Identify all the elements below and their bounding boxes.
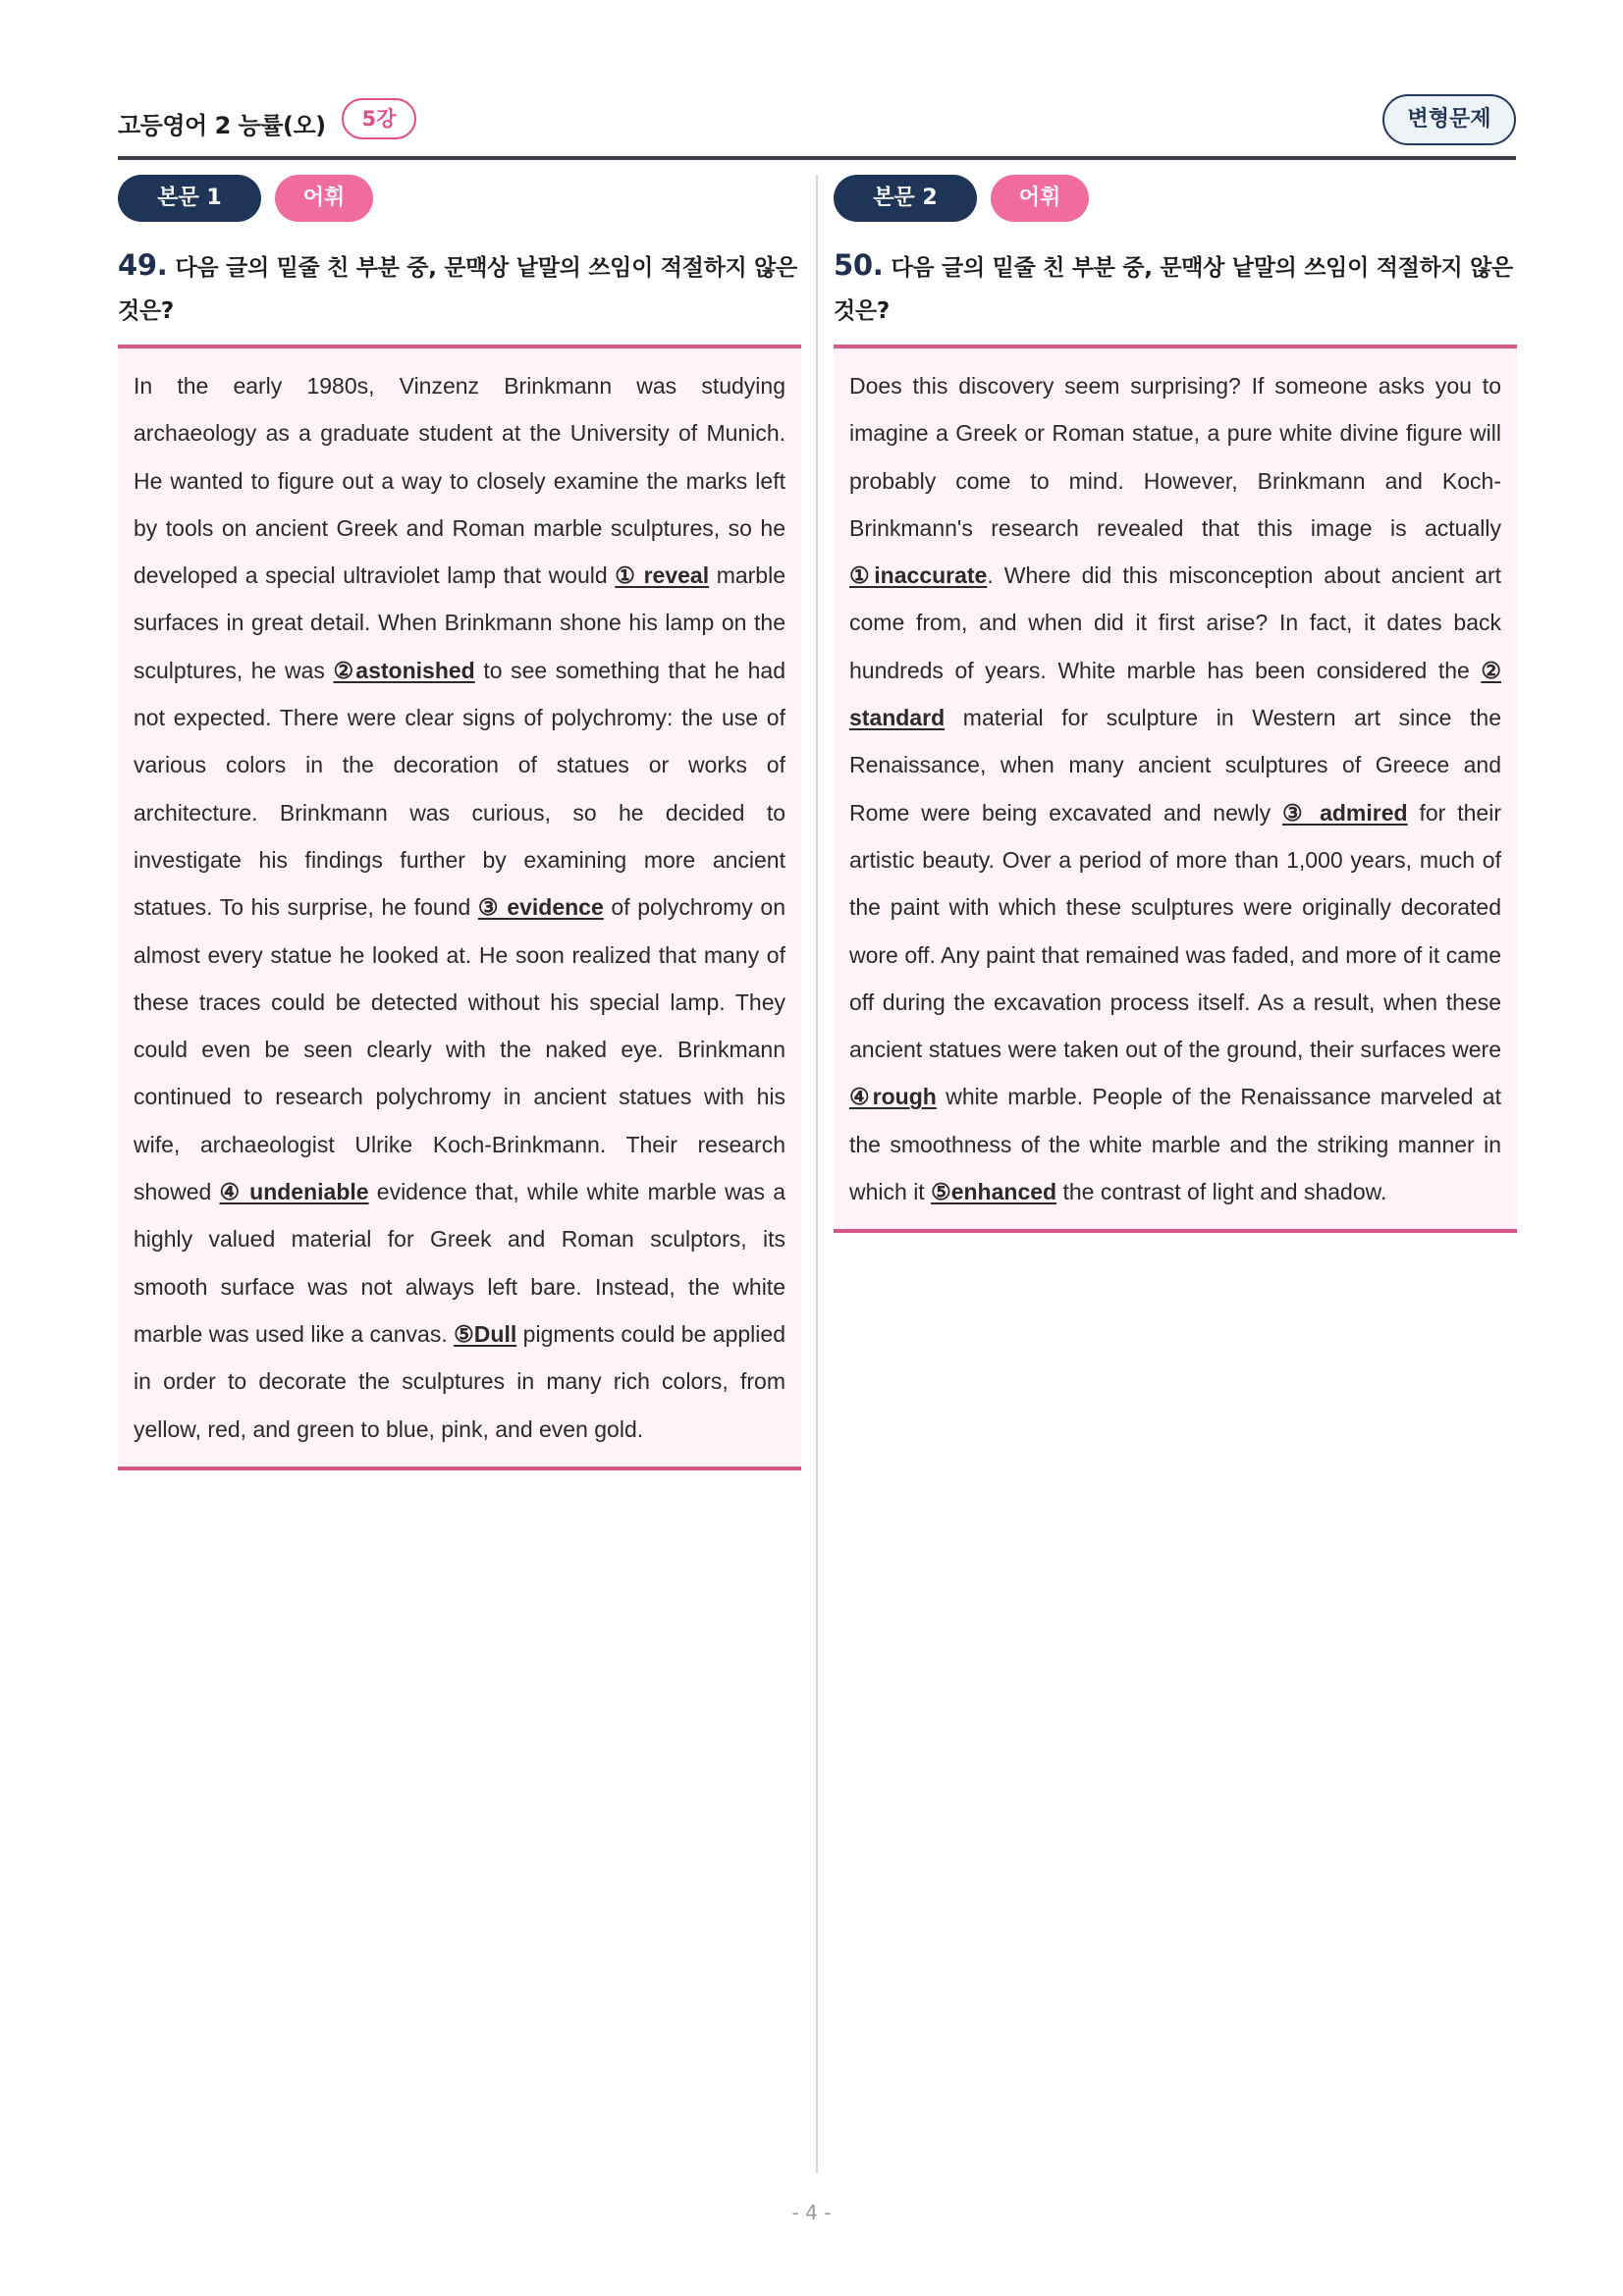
lesson-badge: 5강 xyxy=(342,98,416,139)
question-text: 다음 글의 밑줄 친 부분 중, 문맥상 낱말의 쓰임이 적절하지 않은 것은? xyxy=(118,255,797,324)
underlined-choice-2: ② standard xyxy=(849,657,1501,731)
underlined-choice-1: ① reveal xyxy=(615,562,710,589)
left-pills xyxy=(118,175,801,222)
passage-segment: of polychromy on almost every statue he looked at. He soon realized that many of these traces could be detected without his special lamp. They could even be seen clearly with the naked eye. Brinkmann continued to research polychromy in ancient statues with his wife, archaeologist Ulrike Koch-Brinkmann. Their research showed xyxy=(134,894,785,1205)
question-number: 49. xyxy=(118,248,168,282)
passage-segment: for their artistic beauty. Over a period of more than 1,000 years, much of the paint with which these sculptures were originally decorated wore off. Any paint that remained was faded, and more of it came off during the excavation process itself. As a result, when these ancient statues were taken out of the ground, their surfaces were xyxy=(849,799,1501,1063)
underlined-choice-4: ④ undeniable xyxy=(219,1179,369,1205)
problem-type-badge: 변형문제 xyxy=(1382,94,1516,145)
underlined-choice-4: ④rough xyxy=(849,1084,937,1110)
right-column xyxy=(834,175,1517,1233)
category-pill: 어휘 xyxy=(275,175,373,222)
passage-segment: . Where did this misconception about ancient art come from, and when did it first arise? In fact, it dates back hundreds of years. White marble has been considered the xyxy=(849,562,1501,683)
passage-segment: pigments could be applied in order to decorate the sculptures in many rich colors, from yellow, red, and green to blue, pink, and even gold. xyxy=(134,1320,785,1442)
book-title: 고등영어 2 능률(오) xyxy=(118,112,326,139)
passage-segment: evidence that, while white marble was a highly valued material for Greek and Roman sculptors, its smooth surface was not always left bare. Instead, the white marble was used like a canvas. xyxy=(134,1179,785,1347)
passage-segment: white marble. People of the Renaissance marveled at the smoothness of the white marble and the striking manner in which it xyxy=(849,1084,1501,1205)
column-divider xyxy=(816,175,818,2173)
passage-segment: to see something that he had not expected. There were clear signs of polychromy: the use of various colors in the decoration of statues or works of architecture. Brinkmann was curious, so he decided to investigate his findings further by examining more ancient statues. To his surprise, he found xyxy=(134,657,785,921)
passage-box xyxy=(118,345,801,1470)
underlined-choice-2: ②astonished xyxy=(333,657,475,683)
underlined-choice-3: ③ evidence xyxy=(477,894,604,921)
underlined-choice-3: ③ admired xyxy=(1282,799,1408,826)
question-number: 50. xyxy=(834,248,884,282)
page-number: - 4 - xyxy=(791,2201,832,2224)
category-pill: 어휘 xyxy=(991,175,1089,222)
passage-text xyxy=(134,362,785,1453)
passage-segment: the contrast of light and shadow. xyxy=(1056,1179,1387,1205)
passage-segment: marble surfaces in great detail. When Brinkmann shone his lamp on the sculptures, he was xyxy=(134,562,785,683)
page-header xyxy=(118,94,1516,153)
right-pills xyxy=(834,175,1517,222)
passage-segment: In the early 1980s, Vinzenz Brinkmann was studying archaeology as a graduate student at the University of Munich. He wanted to figure out a way to closely examine the marks left by tools on ancient Greek and Roman marble sculptures, so he developed a special ultraviolet lamp that would xyxy=(134,373,785,589)
passage-box xyxy=(834,345,1517,1233)
passage-text xyxy=(849,362,1501,1215)
left-column xyxy=(118,175,801,1470)
underlined-choice-1: ①inaccurate xyxy=(849,562,988,589)
underlined-choice-5: ⑤Dull xyxy=(454,1320,517,1347)
underlined-choice-5: ⑤enhanced xyxy=(931,1179,1057,1205)
passage-segment: Does this discovery seem surprising? If someone asks you to imagine a Greek or Roman statue, a pure white divine figure will probably come to mind. However, Brinkmann and Koch-Brinkmann's research revealed that this image is actually xyxy=(849,373,1501,541)
section-pill: 본문 2 xyxy=(834,175,977,222)
question-49 xyxy=(118,243,801,333)
section-pill: 본문 1 xyxy=(118,175,261,222)
question-50 xyxy=(834,243,1517,333)
question-text: 다음 글의 밑줄 친 부분 중, 문맥상 낱말의 쓰임이 적절하지 않은 것은? xyxy=(834,255,1513,324)
passage-segment: material for sculpture in Western art since the Renaissance, when many ancient sculptures of Greece and Rome were being excavated and newly xyxy=(849,705,1501,826)
header-rule xyxy=(118,156,1516,160)
